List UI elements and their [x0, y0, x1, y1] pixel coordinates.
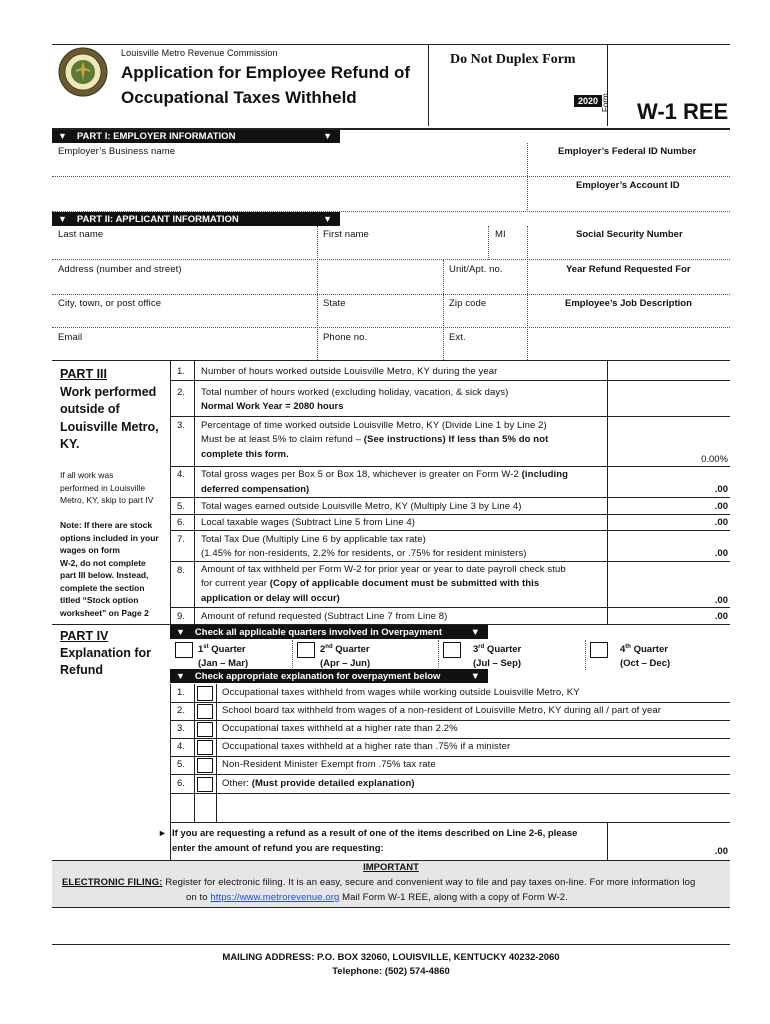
telephone: Telephone: (502) 574-4860: [332, 966, 450, 977]
employer-federal-id-label: Employer’s Federal ID Number: [558, 146, 697, 157]
reason5-number: 5.: [177, 759, 186, 770]
line8-number: 8.: [177, 565, 186, 576]
louisville-seal-icon: [58, 47, 108, 97]
line4-text: Total gross wages per Box 5 or Box 18, whichever is greater on Form W-2 (including: [201, 469, 569, 480]
line4-subtext: deferred compensation): [201, 484, 310, 495]
employer-business-name-label: Employer’s Business name: [58, 146, 176, 157]
part2-heading: ▼ PART II: APPLICANT INFORMATION ▼: [52, 212, 340, 226]
triangle-down-icon: ▼: [470, 626, 480, 638]
form-label: Form: [601, 93, 610, 112]
line2-number: 2.: [177, 387, 186, 398]
agency-name: Louisville Metro Revenue Commission: [121, 48, 278, 58]
ssn-label: Social Security Number: [576, 229, 683, 240]
reason3-checkbox[interactable]: [197, 722, 213, 737]
reason5-checkbox[interactable]: [197, 758, 213, 773]
reason5-text: Non-Resident Minister Exempt from .75% tax rate: [222, 759, 436, 770]
reason6-number: 6.: [177, 778, 186, 789]
line2-subtext: Normal Work Year = 2080 hours: [201, 401, 344, 412]
email-label: Email: [58, 332, 83, 343]
reason1-text: Occupational taxes withheld from wages while working outside Louisville Metro, KY: [222, 687, 580, 698]
reason1-checkbox[interactable]: [197, 686, 213, 701]
line9-value[interactable]: .00: [714, 611, 728, 622]
phone-label: Phone no.: [323, 332, 368, 343]
part3-title: PART III Work performed outside of Louisville Metro, KY.: [60, 367, 159, 451]
form-number: W-1 REE: [637, 99, 729, 124]
job-description-label: Employee’s Job Description: [565, 298, 692, 309]
year-badge: 2020: [574, 95, 602, 107]
triangle-right-icon: ►: [158, 828, 167, 838]
reason3-number: 3.: [177, 723, 186, 734]
mi-label: MI: [495, 229, 506, 240]
state-label: State: [323, 298, 346, 309]
efile-line1: ELECTRONIC FILING: Register for electronic filing. It is an easy, secure and convenient way to file and pay taxes on-line. For more information log: [62, 877, 696, 888]
quarter1-label: 1st Quarter (Jan – Mar): [198, 644, 249, 670]
refund-note-line1: If you are requesting a refund as a result of one of the items described on Line 2-6, please: [172, 828, 578, 839]
quarter4-label: 4th Quarter (Oct – Dec): [620, 644, 671, 670]
part1-heading: ▼ PART I: EMPLOYER INFORMATION ▼: [52, 129, 340, 143]
triangle-down-icon: ▼: [58, 214, 67, 224]
line7-value[interactable]: .00: [714, 548, 728, 559]
line2-text: Total number of hours worked (excluding holiday, vacation, & sick days): [201, 387, 509, 398]
line3-subtext2: complete this form.: [201, 449, 289, 460]
line8-subtext2: application or delay will occur): [201, 593, 340, 604]
triangle-down-icon: ▼: [323, 214, 332, 224]
line4-value[interactable]: .00: [714, 484, 728, 495]
triangle-down-icon: ▼: [323, 131, 332, 141]
line8-text: Amount of tax withheld per Form W-2 for prior year or year to date payroll check stub: [201, 564, 566, 575]
efile-line2: on to https://www.metrorevenue.org Mail Form W-1 REE, along with a copy of Form W-2.: [186, 892, 568, 903]
triangle-down-icon: ▼: [176, 627, 185, 637]
line3-text: Percentage of time worked outside Louisville Metro, KY (Divide Line 1 by Line 2): [201, 420, 547, 431]
reason1-number: 1.: [177, 687, 186, 698]
reason2-number: 2.: [177, 705, 186, 716]
part3-skip-note: If all work was performed in Louisville Metro, KY, skip to part IV: [60, 470, 154, 505]
quarter1-checkbox[interactable]: [175, 642, 193, 658]
line9-text: Amount of refund requested (Subtract Line 7 from Line 8): [201, 611, 448, 622]
quarters-heading: ▼ Check all applicable quarters involved in Overpayment ▼: [170, 625, 488, 639]
reason4-text: Occupational taxes withheld at a higher rate than .75% if a minister: [222, 741, 511, 752]
address-label: Address (number and street): [58, 264, 182, 275]
quarter2-label: 2nd Quarter (Apr – Jun): [320, 644, 371, 670]
line3-subtext: Must be at least 5% to claim refund – (See instructions) If less than 5% do not: [201, 434, 549, 445]
mailing-address: MAILING ADDRESS: P.O. BOX 32060, LOUISVILLE, KENTUCKY 40232-2060: [222, 952, 560, 963]
line4-number: 4.: [177, 469, 186, 480]
first-name-label: First name: [323, 229, 369, 240]
line8-value[interactable]: .00: [714, 595, 728, 606]
quarter2-checkbox[interactable]: [297, 642, 315, 658]
line5-text: Total wages earned outside Louisville Metro, KY (Multiply Line 3 by Line 4): [201, 501, 522, 512]
line7-number: 7.: [177, 534, 186, 545]
line6-value[interactable]: .00: [714, 517, 728, 528]
reason4-number: 4.: [177, 741, 186, 752]
quarter3-label: 3rd Quarter (Jul – Sep): [473, 644, 522, 670]
quarter3-checkbox[interactable]: [443, 642, 461, 658]
reason2-text: School board tax withheld from wages of a non-resident of Louisville Metro, KY during all / part of year: [222, 705, 662, 716]
part4-title: PART IV Explanation for Refund: [60, 629, 151, 677]
line8-subtext: for current year (Copy of applicable document must be submitted with this: [201, 578, 540, 589]
line6-number: 6.: [177, 517, 186, 528]
triangle-down-icon: ▼: [58, 131, 67, 141]
last-name-label: Last name: [58, 229, 104, 240]
reasons-heading: ▼ Check appropriate explanation for overpayment below ▼: [170, 669, 488, 683]
line5-value[interactable]: .00: [714, 501, 728, 512]
unit-label: Unit/Apt. no.: [449, 264, 503, 275]
line7-text: Total Tax Due (Multiply Line 6 by applicable tax rate): [201, 534, 426, 545]
form-title-line1: Application for Employee Refund of: [121, 63, 411, 82]
line1-number: 1.: [177, 366, 186, 377]
line5-number: 5.: [177, 501, 186, 512]
form-title-line2: Occupational Taxes Withheld: [121, 88, 357, 107]
line3-value[interactable]: 0.00%: [701, 454, 728, 465]
refund-note-line2: enter the amount of refund you are requesting:: [172, 843, 384, 854]
zip-label: Zip code: [449, 298, 487, 309]
city-label: City, town, or post office: [58, 298, 162, 309]
line1-text: Number of hours worked outside Louisville Metro, KY during the year: [201, 366, 498, 377]
line3-number: 3.: [177, 420, 186, 431]
important-heading: IMPORTANT: [363, 862, 419, 873]
triangle-down-icon: ▼: [176, 671, 185, 681]
part3-stock-note: Note: If there are stock options included in your wages on form W-2, do not complete part III below. Instead, complete the section titled “Stock option worksheet” on Page 2: [60, 520, 159, 618]
reason6-text: Other: (Must provide detailed explanation): [222, 778, 415, 789]
quarter4-checkbox[interactable]: [590, 642, 608, 658]
year-refund-label: Year Refund Requested For: [566, 264, 691, 275]
line6-text: Local taxable wages (Subtract Line 5 from Line 4): [201, 517, 416, 528]
triangle-down-icon: ▼: [470, 670, 480, 682]
employer-account-id-label: Employer’s Account ID: [576, 180, 680, 191]
reason3-text: Occupational taxes withheld at a higher rate than 2.2%: [222, 723, 458, 734]
reason2-checkbox[interactable]: [197, 704, 213, 719]
line7-subtext: (1.45% for non-residents, 2.2% for residents, or .75% for resident ministers): [201, 548, 527, 559]
reason6-checkbox[interactable]: [197, 777, 213, 792]
metrorevenue-link[interactable]: https://www.metrorevenue.org: [210, 892, 340, 903]
line9-number: 9.: [177, 611, 186, 622]
reason4-checkbox[interactable]: [197, 740, 213, 755]
refund-value[interactable]: .00: [714, 846, 728, 857]
ext-label: Ext.: [449, 332, 466, 343]
duplex-notice: Do Not Duplex Form: [450, 52, 576, 67]
